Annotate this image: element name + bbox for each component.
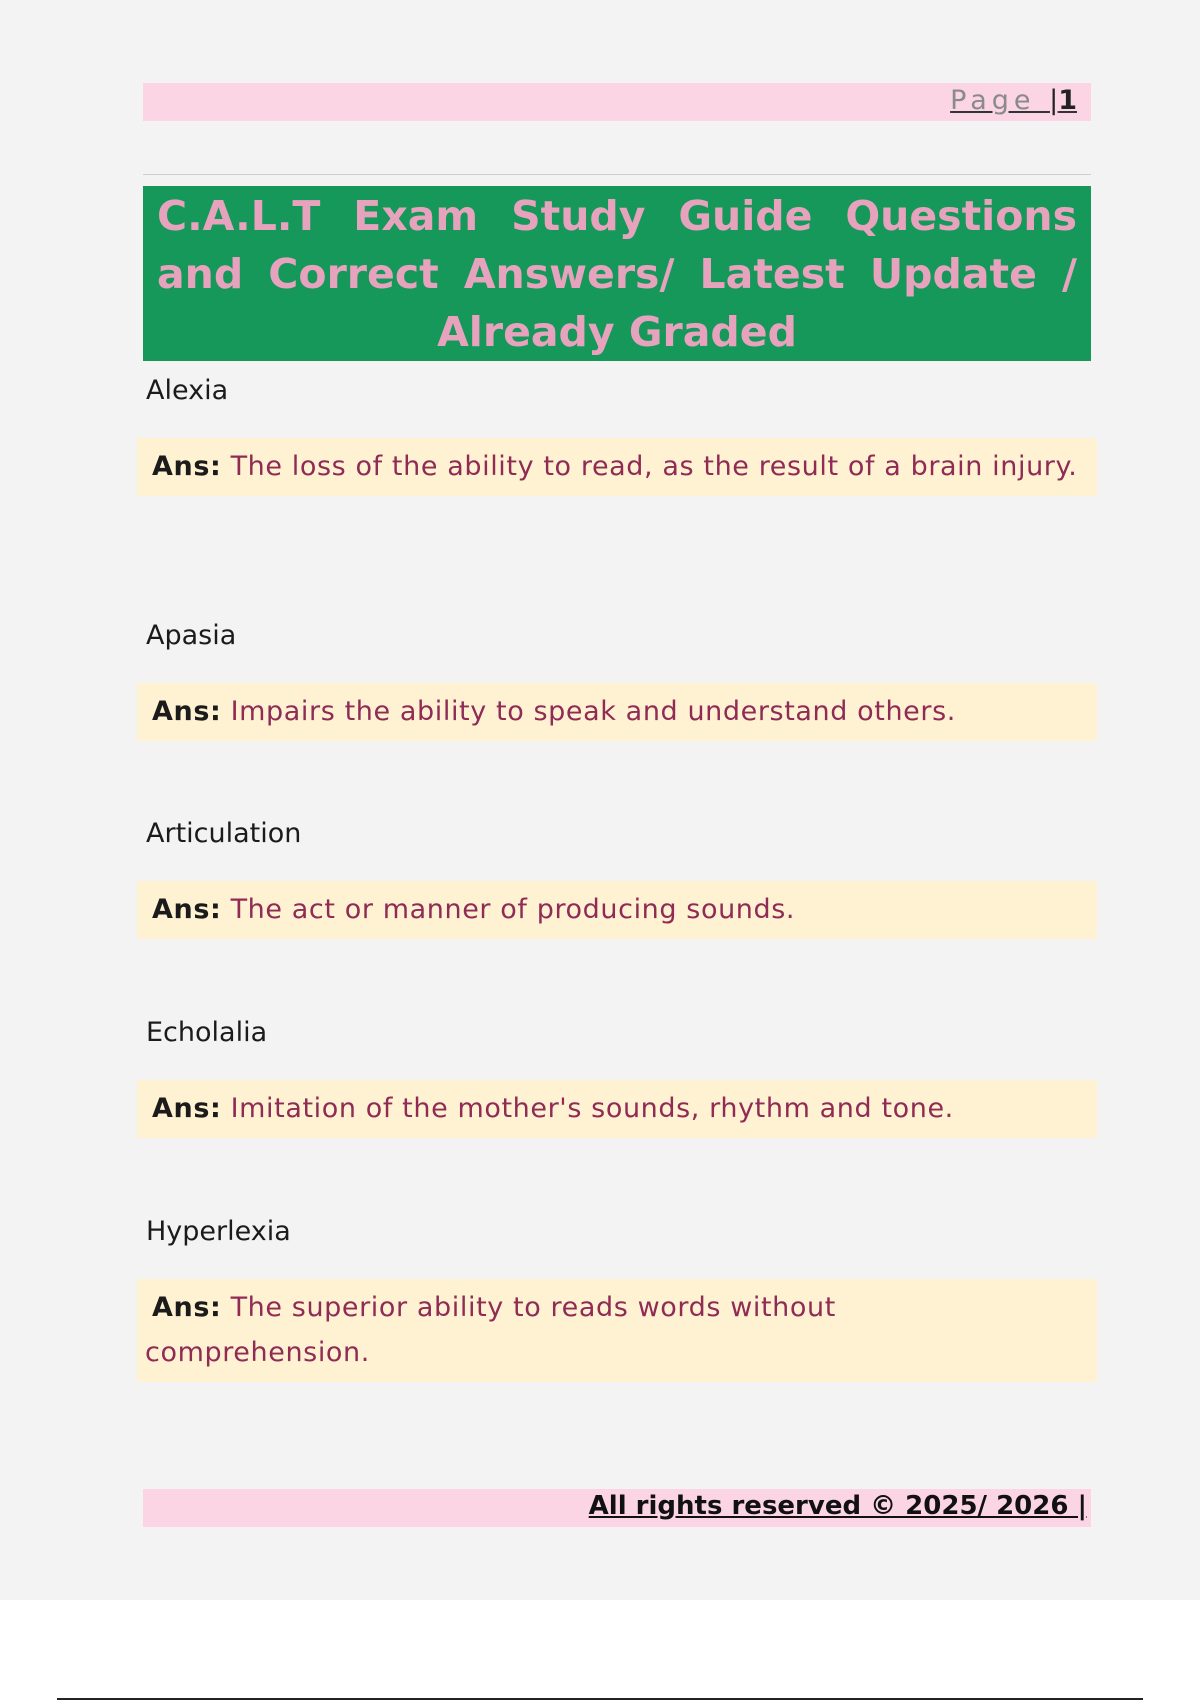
answer-label: Ans: <box>152 894 222 925</box>
answer-text: The act or manner of producing sounds. <box>230 894 796 925</box>
term-label: Hyperlexia <box>146 1216 291 1247</box>
term-label: Articulation <box>146 818 302 849</box>
qa-item-apasia <box>137 616 1097 741</box>
answer-box <box>137 881 1097 939</box>
page-footer <box>143 1489 1091 1527</box>
copyright-notice: All rights reserved © 2025/ 2026 | <box>588 1491 1087 1521</box>
qa-item-alexia <box>137 371 1097 496</box>
qa-item-echolalia <box>137 1013 1097 1138</box>
answer-text: Impairs the ability to speak and understand others. <box>230 696 956 727</box>
header-divider <box>143 174 1091 175</box>
qa-item-articulation <box>137 814 1097 939</box>
answer-label: Ans: <box>152 451 222 482</box>
answer-box <box>137 683 1097 741</box>
answer-label: Ans: <box>152 1093 222 1124</box>
term-label: Apasia <box>146 620 237 651</box>
qa-item-hyperlexia <box>137 1212 1097 1382</box>
document-title: C.A.L.T Exam Study Guide Questions and Correct Answers/ Latest Update / Already Graded <box>143 186 1091 361</box>
answer-box <box>137 1279 1097 1382</box>
term-label: Alexia <box>146 375 229 406</box>
page-separator: | <box>1049 85 1059 116</box>
page-header <box>143 83 1091 121</box>
answer-text: Imitation of the mother's sounds, rhythm and tone. <box>230 1093 954 1124</box>
answer-label: Ans: <box>152 1292 222 1323</box>
answer-label: Ans: <box>152 696 222 727</box>
answer-text: The loss of the ability to read, as the result of a brain injury. <box>230 451 1078 482</box>
term-label: Echolalia <box>146 1017 268 1048</box>
answer-box <box>137 1080 1097 1138</box>
page-number: 1 <box>1058 85 1077 116</box>
page-word: Page <box>950 85 1036 116</box>
answer-box <box>137 438 1097 496</box>
answer-text: The superior ability to reads words without comprehension. <box>145 1292 836 1368</box>
page-number-label <box>950 85 1077 116</box>
